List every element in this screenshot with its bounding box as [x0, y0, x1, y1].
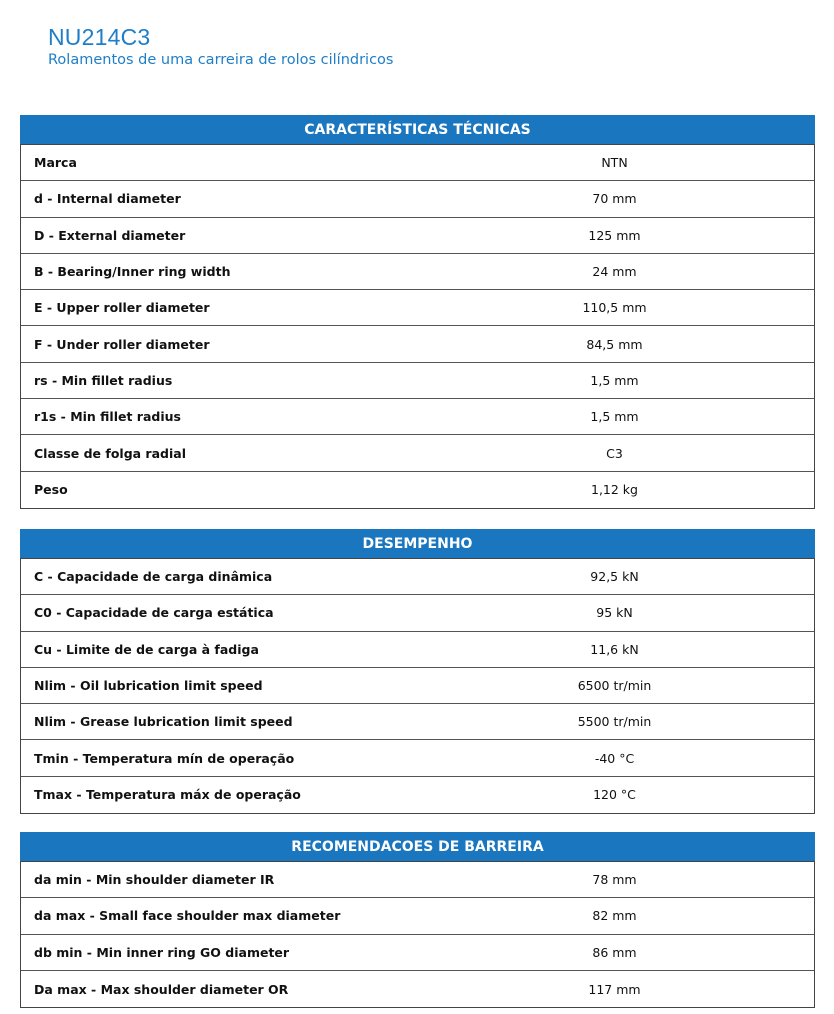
- table-row: [21, 862, 814, 898]
- table-row: [21, 898, 814, 934]
- table-row: [21, 632, 814, 668]
- table-row: [21, 145, 814, 181]
- row-value: -40 °C: [594, 750, 635, 766]
- table-row: [21, 777, 814, 813]
- row-label: da min - Min shoulder diameter IR: [34, 872, 275, 888]
- table-row: [21, 399, 814, 435]
- table-row: [21, 740, 814, 776]
- row-label: Da max - Max shoulder diameter OR: [34, 981, 289, 997]
- row-value: 120 °C: [593, 787, 636, 803]
- row-value: 6500 tr/min: [577, 678, 652, 694]
- row-label: Classe de folga radial: [34, 445, 186, 461]
- row-label: F - Under roller diameter: [34, 336, 210, 352]
- row-value: 11,6 kN: [590, 641, 639, 657]
- table-row: [21, 971, 814, 1007]
- table-row: [21, 181, 814, 217]
- row-label: C - Capacidade de carga dinâmica: [34, 569, 273, 585]
- row-label: r1s - Min fillet radius: [34, 409, 181, 425]
- row-value: 84,5 mm: [586, 336, 643, 352]
- page-subtitle: Rolamentos de uma carreira de rolos cilíndricos: [48, 52, 394, 68]
- row-label: Peso: [34, 482, 68, 498]
- row-value: 5500 tr/min: [577, 714, 652, 730]
- page-header: [48, 22, 393, 68]
- table-row: [21, 218, 814, 254]
- row-value: 24 mm: [592, 264, 637, 280]
- section-header: DESEMPENHO: [20, 529, 815, 558]
- row-label: D - External diameter: [34, 227, 186, 243]
- row-value: 70 mm: [592, 191, 637, 207]
- row-value: 86 mm: [592, 944, 637, 960]
- row-value: 92,5 kN: [590, 569, 639, 585]
- table-row: [21, 326, 814, 362]
- spec-table: [20, 861, 815, 1008]
- table-row: [21, 668, 814, 704]
- row-label: Tmax - Temperatura máx de operação: [34, 787, 301, 803]
- row-value: 1,12 kg: [591, 482, 638, 498]
- row-value: 117 mm: [588, 981, 641, 997]
- row-value: 82 mm: [592, 908, 637, 924]
- row-value: 78 mm: [592, 872, 637, 888]
- table-row: [21, 254, 814, 290]
- row-label: Nlim - Oil lubrication limit speed: [34, 678, 263, 694]
- row-label: Nlim - Grease lubrication limit speed: [34, 714, 293, 730]
- row-label: Tmin - Temperatura mín de operação: [34, 750, 295, 766]
- table-row: [21, 290, 814, 326]
- table-row: [21, 559, 814, 595]
- row-label: da max - Small face shoulder max diameter: [34, 908, 341, 924]
- row-label: B - Bearing/Inner ring width: [34, 264, 231, 280]
- section-performance: [20, 529, 815, 814]
- section-header: RECOMENDACOES DE BARREIRA: [20, 832, 815, 861]
- row-value: 1,5 mm: [590, 409, 639, 425]
- section-header: CARACTERÍSTICAS TÉCNICAS: [20, 115, 815, 144]
- row-label: C0 - Capacidade de carga estática: [34, 605, 274, 621]
- table-row: [21, 472, 814, 508]
- table-row: [21, 935, 814, 971]
- table-row: [21, 704, 814, 740]
- row-value: 1,5 mm: [590, 372, 639, 388]
- section-shoulder-recommendations: [20, 832, 815, 1008]
- row-value: C3: [606, 445, 623, 461]
- section-technical-characteristics: [20, 115, 815, 509]
- table-row: [21, 435, 814, 471]
- spec-table: [20, 558, 815, 814]
- row-label: Cu - Limite de de carga à fadiga: [34, 641, 259, 657]
- row-label: Marca: [34, 155, 77, 171]
- table-row: [21, 595, 814, 631]
- row-value: 110,5 mm: [582, 300, 647, 316]
- spec-table: [20, 144, 815, 509]
- row-value: 125 mm: [588, 227, 641, 243]
- row-value: NTN: [601, 155, 628, 171]
- page-title: NU214C3: [48, 24, 151, 50]
- table-row: [21, 363, 814, 399]
- row-label: db min - Min inner ring GO diameter: [34, 944, 290, 960]
- row-label: E - Upper roller diameter: [34, 300, 210, 316]
- row-value: 95 kN: [596, 605, 633, 621]
- row-label: d - Internal diameter: [34, 191, 181, 207]
- row-label: rs - Min fillet radius: [34, 372, 173, 388]
